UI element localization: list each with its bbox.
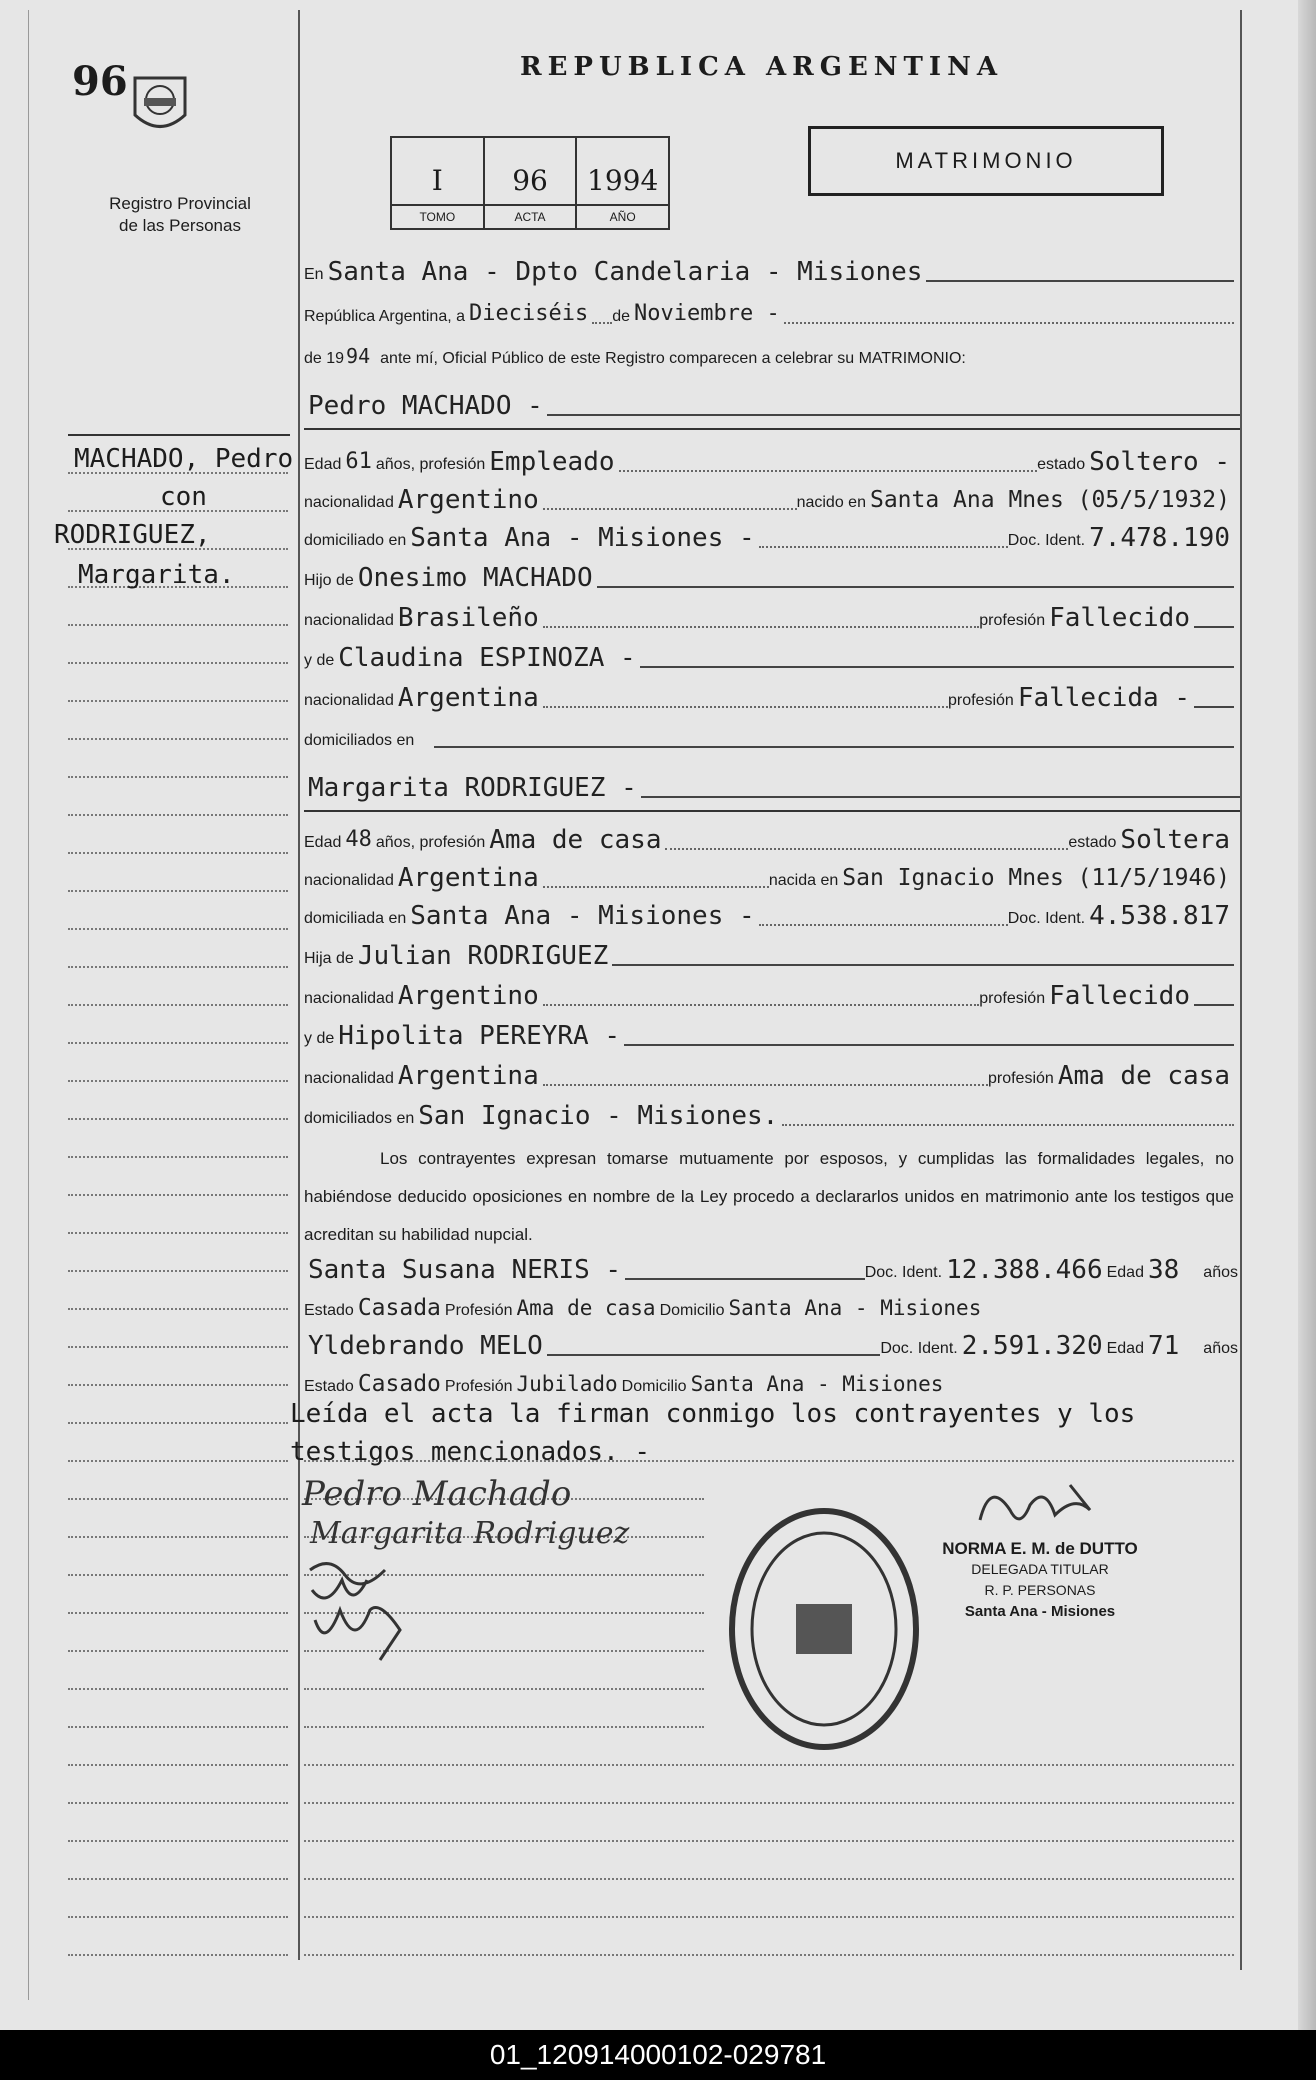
bride-section-rule bbox=[304, 810, 1240, 812]
bride-name-row bbox=[304, 766, 1240, 804]
groom-mother-row: y de Claudina ESPINOZA - bbox=[304, 636, 1234, 674]
groom-parents-address-row: domiciliados en bbox=[304, 716, 1234, 754]
body-ruled-line bbox=[304, 1840, 1234, 1842]
witness-signatures-icon bbox=[300, 1550, 460, 1670]
bride-age-row: Edad 48 años, profesión Ama de casa estado Soltera bbox=[304, 818, 1234, 856]
tomo-value: I bbox=[431, 164, 443, 197]
margin-ruled-line bbox=[68, 1840, 288, 1842]
margin-ruled-line bbox=[68, 1042, 288, 1044]
body-ruled-line bbox=[304, 1726, 704, 1728]
margin-ruled-line bbox=[68, 1650, 288, 1652]
margin-ruled-line bbox=[68, 624, 288, 626]
groom-nationality-row: nacionalidad Argentino nacido en Santa Ana Mnes (05/5/1932) bbox=[304, 478, 1234, 516]
bride-father-row: Hija de Julian RODRIGUEZ bbox=[304, 934, 1234, 972]
witness2-age: 71 bbox=[1147, 1331, 1180, 1361]
witness2-name: Yldebrando MELO bbox=[308, 1331, 543, 1361]
groom-section-rule bbox=[304, 428, 1240, 430]
header-title: REPUBLICA ARGENTINA bbox=[520, 52, 1004, 82]
acta-label: ACTA bbox=[485, 204, 576, 228]
margin-ruled-line bbox=[68, 1384, 288, 1386]
left-top-rule bbox=[68, 434, 290, 436]
bride-civil-status: Soltera bbox=[1120, 825, 1230, 855]
bride-age: 48 bbox=[345, 827, 372, 852]
declaration-text: Los contrayentes expresan tomarse mutuamente por esposos, y cumplidas las formalidades legales, no habiéndose deducido oposiciones en nombre de la Ley procedo a declararlos unidos en matrimonio ante los testigos que acreditan su habilidad nupcial. bbox=[304, 1149, 1234, 1244]
intro-date-row: República Argentina, a Dieciséis de Noviembre - bbox=[304, 292, 1234, 330]
margin-ruled-line bbox=[68, 890, 288, 892]
groom-mother-profession: Fallecida - bbox=[1017, 683, 1190, 713]
witness1-details-row: Estado Casada Profesión Ama de casa Domicilio Santa Ana - Misiones bbox=[304, 1286, 1238, 1324]
bride-mother-details-row: nacionalidad Argentina profesión Ama de casa bbox=[304, 1054, 1234, 1092]
body-ruled-line bbox=[304, 1764, 1234, 1766]
groom-mother: Claudina ESPINOZA - bbox=[338, 643, 636, 673]
margin-ruled-line bbox=[68, 1308, 288, 1310]
groom-age: 61 bbox=[345, 449, 372, 474]
bride-mother-profession: Ama de casa bbox=[1057, 1061, 1230, 1091]
margin-ruled-line bbox=[68, 1118, 288, 1120]
margin-ruled-line bbox=[68, 662, 288, 664]
witness1-status: Casada bbox=[357, 1295, 441, 1321]
margin-ruled-line bbox=[68, 1460, 288, 1462]
witness1-profession: Ama de casa bbox=[516, 1296, 656, 1320]
official-block: NORMA E. M. de DUTTO DELEGADA TITULAR R. P. PERSONAS Santa Ana - Misiones bbox=[942, 1539, 1138, 1620]
margin-ruled-line bbox=[68, 1004, 288, 1006]
margin-ruled-line bbox=[68, 1764, 288, 1766]
margin-ruled-line bbox=[68, 1954, 288, 1956]
bride-address-row: domiciliada en Santa Ana - Misiones - Doc. Ident. 4.538.817 bbox=[304, 894, 1234, 932]
day-value: Dieciséis bbox=[469, 301, 589, 326]
groom-civil-status: Soltero - bbox=[1089, 447, 1230, 477]
bride-nationality: Argentina bbox=[397, 863, 539, 893]
margin-ruled-line bbox=[68, 1156, 288, 1158]
bride-nationality-row: nacionalidad Argentina nacida en San Ignacio Mnes (11/5/1946) bbox=[304, 856, 1234, 894]
year-value: 94 bbox=[346, 344, 371, 368]
margin-note-line: con bbox=[160, 482, 207, 512]
witness1-row: Santa Susana NERIS - Doc. Ident. 12.388.466 Edad 38 años bbox=[304, 1248, 1238, 1286]
official-stamp-icon bbox=[724, 1504, 924, 1754]
bride-parents-address: San Ignacio - Misiones. bbox=[418, 1101, 779, 1131]
left-margin-rule bbox=[28, 10, 29, 2000]
margin-ruled-line bbox=[68, 1194, 288, 1196]
record-box bbox=[390, 136, 670, 230]
signature-groom: Pedro Machado bbox=[302, 1474, 572, 1514]
witness1-doc: 12.388.466 bbox=[946, 1255, 1103, 1285]
margin-ruled-line bbox=[68, 1878, 288, 1880]
acta-cell bbox=[485, 138, 578, 228]
witness2-row: Yldebrando MELO Doc. Ident. 2.591.320 Edad 71 años bbox=[304, 1324, 1238, 1362]
margin-ruled-line bbox=[68, 776, 288, 778]
bride-father-nationality: Argentino bbox=[397, 981, 539, 1011]
witness2-details-row: Estado Casado Profesión Jubilado Domicilio Santa Ana - Misiones bbox=[304, 1362, 1238, 1400]
groom-father: Onesimo MACHADO bbox=[357, 563, 593, 593]
margin-ruled-line bbox=[68, 1916, 288, 1918]
witness2-status: Casado bbox=[357, 1371, 441, 1397]
groom-father-row: Hijo de Onesimo MACHADO bbox=[304, 556, 1234, 594]
body-ruled-line bbox=[304, 1916, 1234, 1918]
margin-note-line: Margarita. bbox=[78, 560, 235, 590]
margin-ruled-line bbox=[68, 700, 288, 702]
registry-name: Registro Provincial de las Personas bbox=[109, 194, 251, 235]
margin-ruled-line bbox=[68, 1574, 288, 1576]
closing-statement: Leída el acta la firman conmigo los contrayentes y los testigos mencionados. - bbox=[290, 1399, 1136, 1467]
province-seal-icon bbox=[130, 70, 190, 140]
bride-father-details-row: nacionalidad Argentino profesión Fallecido bbox=[304, 974, 1234, 1012]
margin-ruled-line bbox=[68, 928, 288, 930]
groom-birthplace: Santa Ana Mnes (05/5/1932) bbox=[869, 487, 1230, 513]
margin-ruled-line bbox=[68, 814, 288, 816]
margin-note-line: MACHADO, Pedro bbox=[74, 444, 294, 474]
month-value: Noviembre - bbox=[634, 301, 780, 326]
groom-name: Pedro MACHADO - bbox=[308, 391, 543, 421]
signature-bride: Margarita Rodriguez bbox=[310, 1516, 630, 1551]
margin-ruled-line bbox=[68, 1726, 288, 1728]
bride-name: Margarita RODRIGUEZ - bbox=[308, 773, 637, 803]
margin-ruled-line bbox=[68, 1232, 288, 1234]
margin-ruled-line bbox=[68, 1080, 288, 1082]
body-ruled-line bbox=[304, 1878, 1234, 1880]
groom-father-nationality: Brasileño bbox=[397, 603, 539, 633]
right-border bbox=[1240, 10, 1242, 1970]
ano-value: 1994 bbox=[587, 164, 659, 197]
intro-place-row: En Santa Ana - Dpto Candelaria - Misiones bbox=[304, 250, 1234, 288]
groom-nationality: Argentino bbox=[397, 485, 539, 515]
margin-ruled-line bbox=[68, 1612, 288, 1614]
groom-father-details-row: nacionalidad Brasileño profesión Fallecido bbox=[304, 596, 1234, 634]
margin-ruled-line bbox=[68, 852, 288, 854]
groom-doc-number: 7.478.190 bbox=[1089, 523, 1230, 553]
ano-label: AÑO bbox=[577, 204, 668, 228]
bride-profession: Ama de casa bbox=[489, 825, 662, 855]
intro-year-row: de 19 94 ante mí, Oficial Público de este Registro comparecen a celebrar su MATRIMONIO: bbox=[304, 334, 1234, 372]
bride-mother: Hipolita PEREYRA - bbox=[338, 1021, 621, 1051]
ano-cell bbox=[577, 138, 668, 228]
body-ruled-line bbox=[304, 1802, 1234, 1804]
bride-mother-nationality: Argentina bbox=[397, 1061, 539, 1091]
groom-mother-nationality: Argentina bbox=[397, 683, 539, 713]
bride-father: Julian RODRIGUEZ bbox=[357, 941, 609, 971]
groom-profession: Empleado bbox=[489, 447, 615, 477]
footer-id-bar: 01_120914000102-029781 bbox=[0, 2030, 1316, 2080]
witness1-age: 38 bbox=[1147, 1255, 1180, 1285]
groom-name-row bbox=[304, 384, 1240, 422]
groom-address-row: domiciliado en Santa Ana - Misiones - Doc. Ident. 7.478.190 bbox=[304, 516, 1234, 554]
bride-parents-address-row: domiciliados en San Ignacio - Misiones. bbox=[304, 1094, 1234, 1132]
acta-value: 96 bbox=[512, 164, 548, 197]
place-value: Santa Ana - Dpto Candelaria - Misiones bbox=[327, 257, 923, 287]
margin-ruled-line bbox=[68, 966, 288, 968]
margin-ruled-line bbox=[68, 1346, 288, 1348]
witness2-address: Santa Ana - Misiones bbox=[690, 1372, 944, 1396]
tomo-cell bbox=[392, 138, 485, 228]
groom-age-row: Edad 61 años, profesión Empleado estado Soltero - bbox=[304, 440, 1234, 478]
margin-ruled-line bbox=[68, 1688, 288, 1690]
witness1-address: Santa Ana - Misiones bbox=[728, 1296, 982, 1320]
margin-note-line: RODRIGUEZ, bbox=[54, 520, 211, 550]
bride-doc-number: 4.538.817 bbox=[1089, 901, 1230, 931]
bride-birthplace: San Ignacio Mnes (11/5/1946) bbox=[842, 865, 1230, 891]
margin-ruled-line bbox=[68, 1498, 288, 1500]
page-number: 96 bbox=[72, 58, 128, 105]
bride-mother-row: y de Hipolita PEREYRA - bbox=[304, 1014, 1234, 1052]
tomo-label: TOMO bbox=[392, 204, 483, 228]
margin-ruled-line bbox=[68, 1270, 288, 1272]
body-ruled-line bbox=[304, 1954, 1234, 1956]
record-type-box: MATRIMONIO bbox=[808, 126, 1164, 196]
margin-ruled-line bbox=[68, 738, 288, 740]
bride-father-profession: Fallecido bbox=[1049, 981, 1190, 1011]
groom-mother-details-row: nacionalidad Argentina profesión Fallecida - bbox=[304, 676, 1234, 714]
witness2-doc: 2.591.320 bbox=[961, 1331, 1103, 1361]
witness1-name: Santa Susana NERIS - bbox=[308, 1255, 622, 1285]
margin-ruled-line bbox=[68, 1802, 288, 1804]
groom-father-profession: Fallecido bbox=[1049, 603, 1190, 633]
groom-address: Santa Ana - Misiones - bbox=[410, 523, 755, 553]
margin-ruled-line bbox=[68, 1422, 288, 1424]
bride-address: Santa Ana - Misiones - bbox=[410, 901, 755, 931]
margin-ruled-line bbox=[68, 1536, 288, 1538]
body-ruled-line bbox=[304, 1688, 704, 1690]
witness2-profession: Jubilado bbox=[516, 1372, 618, 1396]
